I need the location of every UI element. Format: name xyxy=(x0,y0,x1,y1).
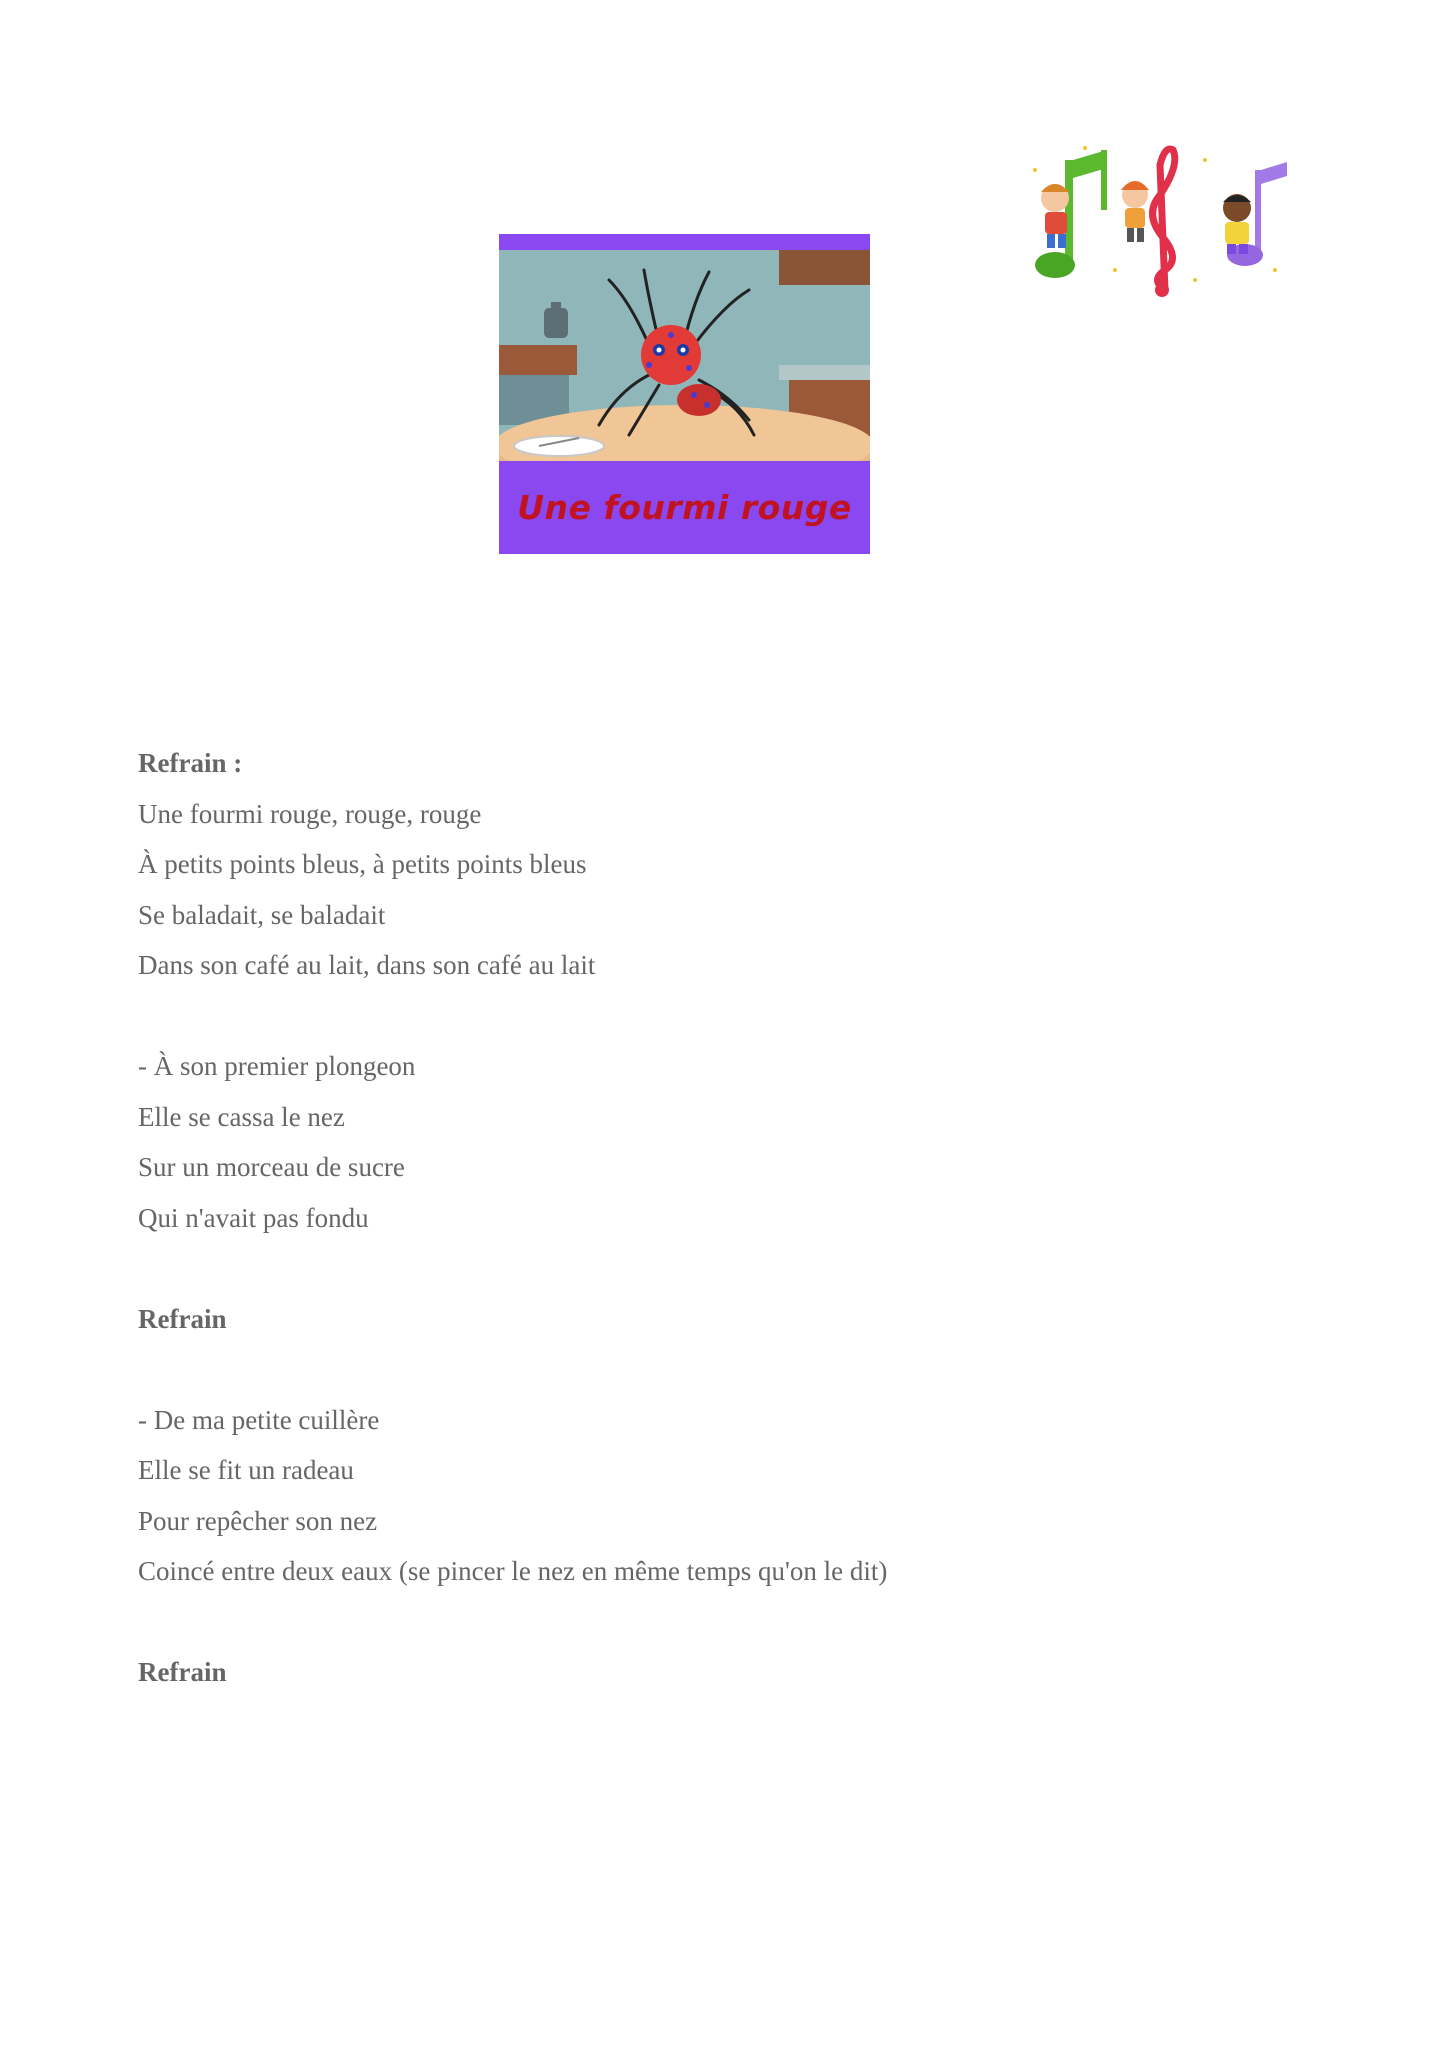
stanza-gap xyxy=(138,1243,1318,1294)
treble-clef-icon xyxy=(1153,149,1175,297)
song-lyrics xyxy=(138,738,1318,1698)
lyric-line: Pour repêcher son nez xyxy=(138,1505,378,1536)
lyric-line: À petits points bleus, à petits points bleus xyxy=(138,849,587,879)
lyric-line: Sur un morceau de sucre xyxy=(138,1152,405,1182)
lyric-line: - De ma petite cuillère xyxy=(138,1404,380,1435)
stanza-gap xyxy=(138,1344,1318,1395)
lyric-line: Elle se cassa le nez xyxy=(138,1101,345,1132)
stanza-gap xyxy=(138,1597,1318,1648)
lyric-line: Coincé entre deux eaux (se pincer le nez en même temps qu'on le dit) xyxy=(138,1556,888,1586)
music-children-illustration xyxy=(1015,140,1290,305)
lyric-line: Une fourmi rouge, rouge, rouge xyxy=(138,798,482,829)
child-figure-icon xyxy=(1223,194,1251,254)
lyric-line: Dans son café au lait, dans son café au lait xyxy=(138,950,596,980)
child-figure-icon xyxy=(1121,181,1149,242)
refrain-heading: Refrain xyxy=(138,1657,227,1687)
ant-kitchen-scene xyxy=(499,250,870,461)
lyric-line: Qui n'avait pas fondu xyxy=(138,1202,369,1233)
refrain-heading: Refrain xyxy=(138,1303,227,1334)
lyric-line: - À son premier plongeon xyxy=(138,1051,416,1081)
lyric-line: Elle se fit un radeau xyxy=(138,1455,354,1485)
child-figure-icon xyxy=(1041,184,1069,248)
refrain-heading: Refrain : xyxy=(138,748,243,778)
cover-title: Une fourmi rouge xyxy=(517,488,852,527)
lyric-line: Se baladait, se baladait xyxy=(138,899,386,930)
stanza-gap xyxy=(138,991,1318,1042)
plate-icon xyxy=(514,436,604,456)
song-cover-image xyxy=(499,234,870,554)
